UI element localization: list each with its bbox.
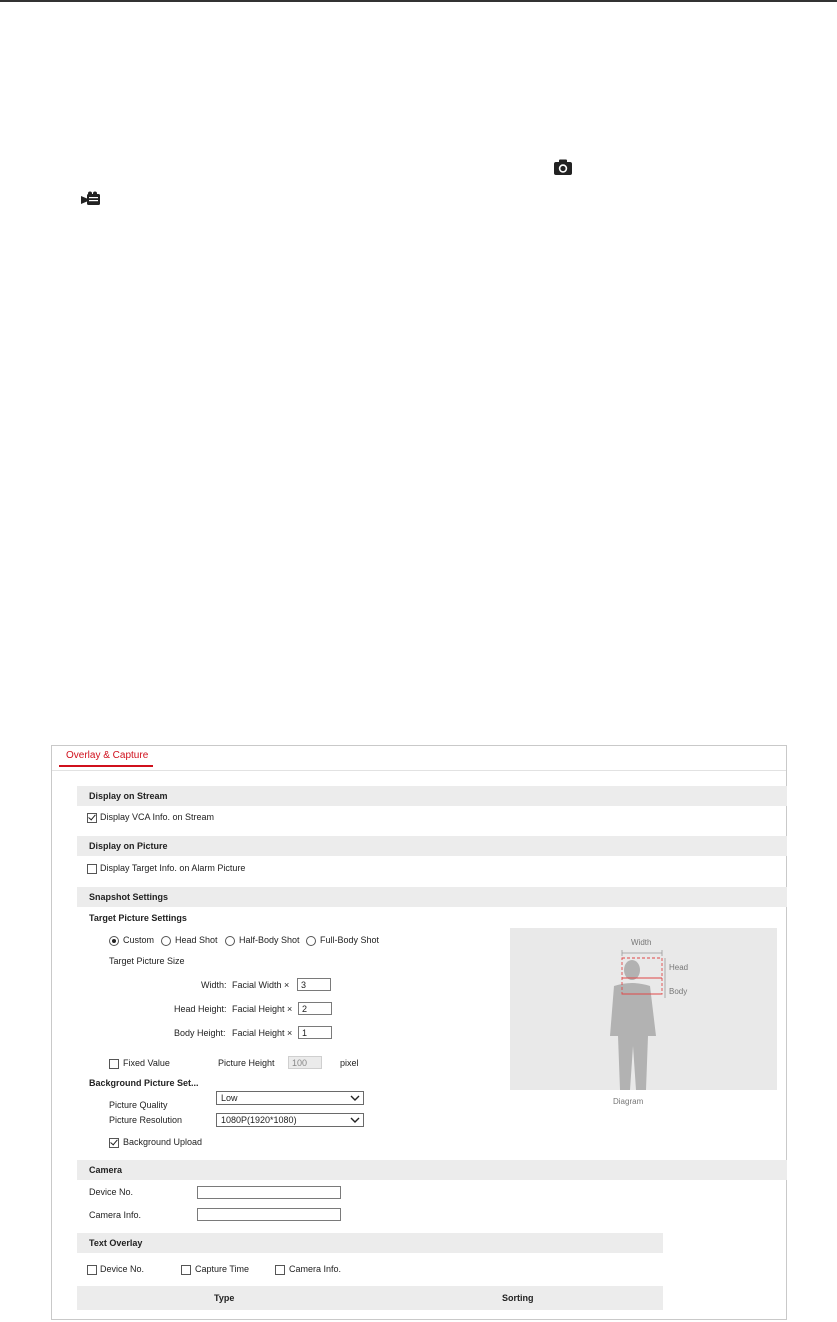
video-camera-icon[interactable] <box>80 191 102 207</box>
diagram-width-label: Width <box>631 938 652 947</box>
mode-head-shot-radio[interactable] <box>161 936 171 946</box>
background-upload-label: Background Upload <box>123 1137 203 1147</box>
chevron-down-icon <box>350 1115 360 1125</box>
section-display-on-stream: Display on Stream <box>77 786 787 806</box>
pixel-unit-label: pixel <box>340 1058 359 1068</box>
person-silhouette-icon <box>510 928 777 1090</box>
display-vca-checkbox[interactable] <box>87 813 97 823</box>
display-target-checkbox[interactable] <box>87 864 97 874</box>
width-unit: Facial Width × <box>232 980 290 990</box>
mode-custom-radio[interactable] <box>109 936 119 946</box>
tab-overlay-capture[interactable]: Overlay & Capture <box>66 750 149 761</box>
picture-quality-label: Picture Quality <box>109 1100 168 1110</box>
target-picture-size-title: Target Picture Size <box>109 956 185 966</box>
overlay-device-no-checkbox[interactable] <box>87 1265 97 1275</box>
table-header-type: Type <box>214 1293 235 1303</box>
picture-resolution-value: 1080P(1920*1080) <box>221 1115 297 1125</box>
diagram-caption: Diagram <box>613 1097 644 1106</box>
overlay-camera-info-checkbox[interactable] <box>275 1265 285 1275</box>
diagram-head-label: Head <box>669 963 689 972</box>
camera-icon[interactable] <box>553 158 573 176</box>
picture-resolution-select[interactable] <box>216 1113 364 1127</box>
display-vca-label: Display VCA Info. on Stream <box>100 812 215 822</box>
body-height-input[interactable]: 1 <box>298 1026 332 1039</box>
body-height-unit: Facial Height × <box>232 1028 293 1038</box>
device-no-label: Device No. <box>89 1187 134 1197</box>
width-label: Width: <box>201 980 227 990</box>
overlay-capture-time-label: Capture Time <box>195 1264 250 1274</box>
body-height-label: Body Height: <box>174 1028 226 1038</box>
diagram-body-label: Body <box>669 987 688 996</box>
section-camera: Camera <box>77 1160 787 1180</box>
table-header-sorting: Sorting <box>502 1293 534 1303</box>
fixed-value-checkbox[interactable] <box>109 1059 119 1069</box>
mode-full-body-label: Full-Body Shot <box>320 935 380 945</box>
camera-info-input[interactable] <box>197 1208 341 1221</box>
target-size-diagram <box>510 928 777 1090</box>
mode-full-body-radio[interactable] <box>306 936 316 946</box>
mode-head-shot-label: Head Shot <box>175 935 218 945</box>
mode-half-body-radio[interactable] <box>225 936 235 946</box>
device-no-input[interactable] <box>197 1186 341 1199</box>
tab-bar <box>52 746 786 771</box>
width-multiplier-input[interactable]: 3 <box>297 978 331 991</box>
overlay-capture-time-checkbox[interactable] <box>181 1265 191 1275</box>
display-target-label: Display Target Info. on Alarm Picture <box>100 863 246 873</box>
overlay-table-header <box>77 1286 663 1310</box>
section-snapshot-settings: Snapshot Settings <box>77 887 787 907</box>
camera-info-label: Camera Info. <box>89 1210 142 1220</box>
target-picture-settings-title: Target Picture Settings <box>89 913 187 923</box>
picture-quality-value: Low <box>221 1093 238 1103</box>
chevron-down-icon <box>350 1093 360 1103</box>
background-upload-checkbox[interactable] <box>109 1138 119 1148</box>
head-height-input[interactable]: 2 <box>298 1002 332 1015</box>
picture-quality-select[interactable] <box>216 1091 364 1105</box>
mode-half-body-label: Half-Body Shot <box>239 935 300 945</box>
overlay-camera-info-label: Camera Info. <box>289 1264 342 1274</box>
picture-height-input[interactable]: 100 <box>288 1056 322 1069</box>
head-height-unit: Facial Height × <box>232 1004 293 1014</box>
section-display-on-picture: Display on Picture <box>77 836 787 856</box>
active-tab-indicator <box>59 765 153 767</box>
background-picture-title: Background Picture Set... <box>89 1078 199 1088</box>
section-text-overlay: Text Overlay <box>77 1233 663 1253</box>
picture-height-label: Picture Height <box>218 1058 275 1068</box>
mode-custom-label: Custom <box>123 935 155 945</box>
overlay-device-no-label: Device No. <box>100 1264 145 1274</box>
fixed-value-label: Fixed Value <box>123 1058 170 1068</box>
page-top-rule <box>0 0 837 2</box>
picture-resolution-label: Picture Resolution <box>109 1115 183 1125</box>
overlay-capture-panel <box>51 745 787 1320</box>
head-height-label: Head Height: <box>174 1004 227 1014</box>
